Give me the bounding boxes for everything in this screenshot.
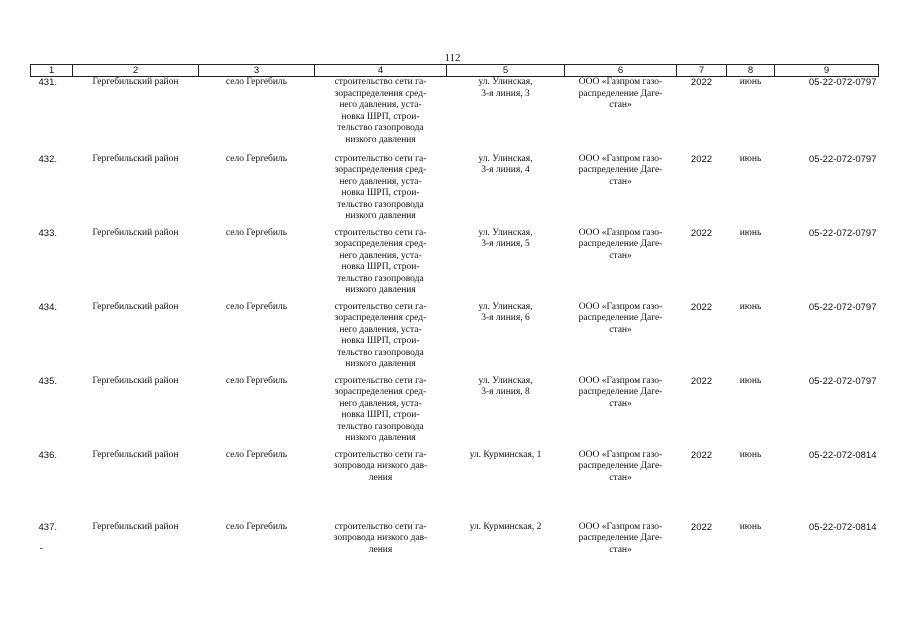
organization-cell (565, 445, 677, 517)
column-header: 5 (447, 65, 565, 77)
work-description-cell-line: низкого давления (345, 433, 416, 443)
district-cell: Гергебильский район (92, 449, 179, 460)
registry-code-cell: 05-22-072-0814 (808, 521, 877, 533)
month-cell: июнь (739, 375, 762, 386)
work-description-cell-line: строительство сети га- (334, 227, 427, 238)
address-cell (447, 445, 565, 517)
column-header: 4 (315, 65, 447, 77)
work-description-cell-line: зопровода низкого дав- (333, 533, 428, 543)
table-body (31, 77, 879, 589)
year-cell: 2022 (690, 375, 713, 387)
column-header: 7 (677, 65, 727, 77)
organization-cell-line: стан» (609, 176, 632, 187)
table-row (31, 297, 879, 371)
registry-code-cell: 05-22-072-0797 (808, 153, 877, 165)
organization-cell (565, 371, 677, 445)
row-number: 434. (38, 301, 57, 313)
locality-cell: село Гергебиль (225, 375, 288, 386)
work-description-cell-line: зораспределения сред- (334, 387, 427, 397)
address-cell-line: ул. Улинская, (478, 301, 533, 312)
work-description-cell (315, 517, 447, 589)
organization-cell-line: ООО «Газпром газо- (578, 77, 663, 87)
organization-cell-line: стан» (609, 100, 632, 110)
work-description-cell-line: него давления, уста- (339, 100, 422, 110)
year-cell: 2022 (690, 227, 713, 239)
page-number: 112 (444, 52, 461, 64)
table-row (31, 517, 879, 589)
organization-cell-line: распределение Даге- (578, 533, 663, 543)
organization-cell-line: стан» (609, 544, 632, 555)
column-header: 3 (199, 65, 315, 77)
address-cell (447, 223, 565, 297)
work-description-cell-line: новка ШРП, строи- (341, 111, 420, 122)
work-description-cell-line: низкого давления (345, 359, 416, 369)
locality-cell: село Гергебиль (225, 521, 288, 532)
organization-cell-line: стан» (609, 250, 632, 261)
work-description-cell-line: строительство сети га- (334, 375, 427, 386)
locality-cell: село Гергебиль (225, 449, 288, 460)
organization-cell-line: ООО «Газпром газо- (578, 153, 663, 164)
organization-cell (565, 297, 677, 371)
month-cell: июнь (739, 153, 762, 164)
work-description-cell-line: него давления, уста- (339, 398, 422, 409)
locality-cell: село Гергебиль (225, 227, 288, 238)
organization-cell-line: распределение Даге- (578, 313, 663, 323)
district-cell: Гергебильский район (92, 227, 179, 238)
organization-cell (565, 517, 677, 589)
year-cell: 2022 (690, 153, 713, 165)
work-description-cell-line: строительство сети га- (334, 449, 427, 460)
column-header: 1 (31, 65, 73, 77)
locality-cell: село Гергебиль (225, 301, 288, 312)
address-cell-line: ул. Улинская, (478, 375, 533, 386)
work-description-cell (315, 371, 447, 445)
table-row (31, 223, 879, 297)
work-description-cell-line: новка ШРП, строи- (341, 410, 420, 420)
month-cell: июнь (739, 227, 762, 238)
month-cell: июнь (739, 77, 762, 87)
year-cell: 2022 (690, 301, 713, 313)
work-description-cell-line: тельство газопровода (337, 421, 424, 432)
column-header: 2 (73, 65, 199, 77)
organization-cell-line: распределение Даге- (578, 387, 663, 397)
work-description-cell-line: строительство сети га- (334, 77, 427, 87)
organization-cell-line: ООО «Газпром газо- (578, 227, 663, 238)
work-description-cell-line: низкого давления (345, 134, 416, 145)
year-cell: 2022 (690, 449, 713, 461)
work-description-cell-line: новка ШРП, строи- (341, 188, 420, 198)
work-description-cell (315, 149, 447, 223)
row-number: 435. (38, 375, 57, 387)
address-cell (447, 371, 565, 445)
work-description-cell-line: тельство газопровода (337, 273, 424, 284)
work-description-cell-line: него давления, уста- (339, 324, 422, 335)
work-description-cell-line: строительство сети га- (334, 521, 427, 532)
address-cell-line: 3-я линия, 3 (481, 88, 530, 99)
address-cell-line: 3-я линия, 4 (481, 165, 530, 175)
work-description-cell-line: низкого давления (345, 211, 416, 221)
column-header: 8 (727, 65, 775, 77)
district-cell: Гергебильский район (92, 301, 179, 312)
organization-cell-line: распределение Даге- (578, 165, 663, 175)
work-description-cell-line: зораспределения сред- (334, 88, 427, 99)
work-description-cell-line: него давления, уста- (339, 250, 422, 261)
address-cell-line: ул. Улинская, (478, 77, 533, 87)
table-row (31, 77, 879, 149)
work-description-cell-line: тельство газопровода (337, 123, 424, 133)
district-cell: Гергебильский район (92, 521, 179, 532)
year-cell: 2022 (690, 521, 713, 533)
month-cell: июнь (739, 449, 762, 460)
organization-cell-line: ООО «Газпром газо- (578, 301, 663, 312)
work-description-cell-line: него давления, уста- (339, 176, 422, 187)
work-description-cell-line: ления (368, 472, 393, 483)
table-row (31, 445, 879, 517)
table-row (31, 371, 879, 445)
work-description-cell (315, 445, 447, 517)
column-header: 6 (565, 65, 677, 77)
registry-code-cell: 05-22-072-0797 (808, 227, 877, 239)
work-description-cell-line: низкого давления (345, 285, 416, 295)
registry-code-cell: 05-22-072-0797 (808, 77, 877, 88)
registry-table (30, 64, 879, 589)
organization-cell-line: распределение Даге- (578, 239, 663, 249)
locality-cell: село Гергебиль (225, 77, 288, 87)
address-cell (447, 149, 565, 223)
district-cell: Гергебильский район (92, 153, 179, 164)
row-number: 433. (38, 227, 57, 239)
work-description-cell-line: тельство газопровода (337, 199, 424, 210)
address-cell-line: ул. Курминская, 1 (469, 449, 542, 460)
address-cell (447, 517, 565, 589)
work-description-cell-line: тельство газопровода (337, 347, 424, 358)
work-description-cell (315, 77, 447, 149)
column-header: 9 (775, 65, 879, 77)
organization-cell-line: ООО «Газпром газо- (578, 521, 663, 532)
district-cell: Гергебильский район (92, 375, 179, 386)
work-description-cell-line: зораспределения сред- (334, 313, 427, 323)
work-description-cell-line: зопровода низкого дав- (333, 461, 428, 471)
address-cell-line: ул. Улинская, (478, 153, 533, 164)
row-number: 437. (38, 521, 57, 533)
organization-cell-line: распределение Даге- (578, 88, 663, 99)
address-cell-line: 3-я линия, 6 (481, 313, 530, 323)
table-header-row (31, 65, 879, 77)
row-number: 432. (38, 153, 57, 165)
scan-artifact (40, 548, 43, 549)
organization-cell (565, 149, 677, 223)
organization-cell-line: стан» (609, 324, 632, 335)
work-description-cell-line: новка ШРП, строи- (341, 336, 420, 346)
row-number: 431. (38, 77, 57, 88)
address-cell (447, 77, 565, 149)
month-cell: июнь (739, 301, 762, 312)
address-cell-line: 3-я линия, 8 (481, 387, 530, 397)
registry-code-cell: 05-22-072-0797 (808, 301, 877, 313)
district-cell: Гергебильский район (92, 77, 179, 87)
work-description-cell (315, 297, 447, 371)
work-description-cell-line: новка ШРП, строи- (341, 262, 420, 272)
work-description-cell-line: ления (368, 544, 393, 555)
table-row (31, 149, 879, 223)
address-cell (447, 297, 565, 371)
registry-code-cell: 05-22-072-0814 (808, 449, 877, 461)
address-cell-line: ул. Курминская, 2 (469, 521, 542, 532)
organization-cell-line: ООО «Газпром газо- (578, 449, 663, 460)
work-description-cell-line: строительство сети га- (334, 301, 427, 312)
address-cell-line: ул. Улинская, (478, 227, 533, 238)
organization-cell-line: стан» (609, 472, 632, 483)
year-cell: 2022 (690, 77, 713, 88)
organization-cell-line: стан» (609, 398, 632, 409)
address-cell-line: 3-я линия, 5 (481, 239, 530, 249)
month-cell: июнь (739, 521, 762, 532)
organization-cell-line: распределение Даге- (578, 461, 663, 471)
locality-cell: село Гергебиль (225, 153, 288, 164)
work-description-cell (315, 223, 447, 297)
work-description-cell-line: зораспределения сред- (334, 239, 427, 249)
organization-cell (565, 223, 677, 297)
work-description-cell-line: зораспределения сред- (334, 165, 427, 175)
organization-cell-line: ООО «Газпром газо- (578, 375, 663, 386)
registry-code-cell: 05-22-072-0797 (808, 375, 877, 387)
organization-cell (565, 77, 677, 149)
work-description-cell-line: строительство сети га- (334, 153, 427, 164)
row-number: 436. (38, 449, 57, 461)
